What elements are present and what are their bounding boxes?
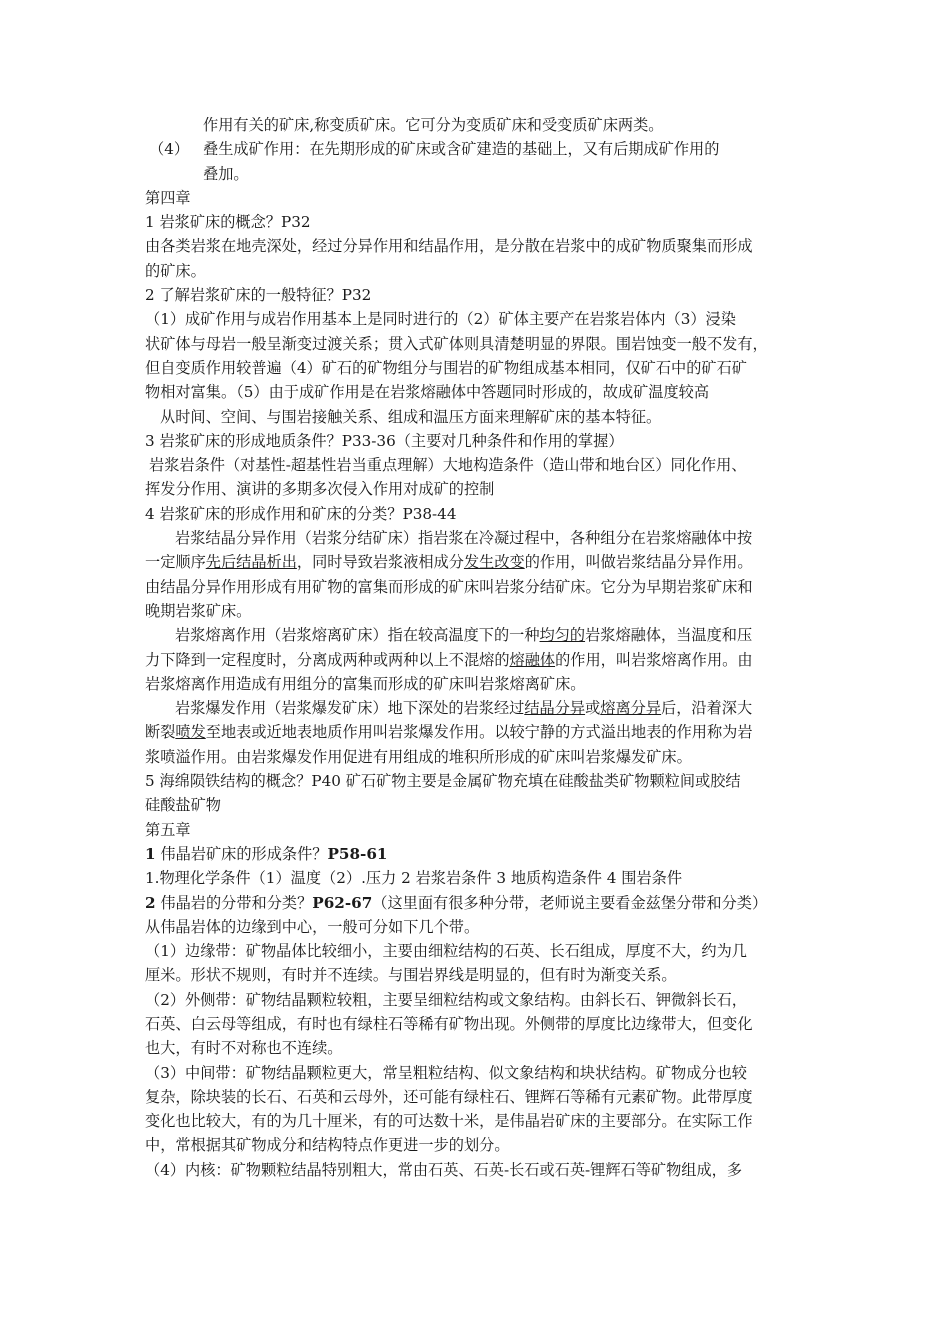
- text-line: 的矿床。: [145, 261, 206, 280]
- question-heading: 3 岩浆矿床的形成地质条件？P33-36（主要对几种条件和作用的掌握）: [145, 431, 624, 450]
- chapter-heading: 第五章: [145, 820, 191, 839]
- underlined-term: 喷发: [175, 723, 206, 742]
- text-line: 岩浆爆发作用（岩浆爆发矿床）地下深处的岩浆经过结晶分异或熔离分异后，沿着深大: [175, 699, 753, 718]
- text-line: 由各类岩浆在地壳深处，经过分异作用和结晶作用，是分散在岩浆中的成矿物质聚集而形成: [145, 237, 753, 256]
- text-line: 中，常根据其矿物成分和结构特点作更进一步的划分。: [145, 1136, 510, 1155]
- text-line: （4）内核：矿物颗粒结晶特别粗大，常由石英、石英-长石或石英-锂辉石等矿物组成，多: [145, 1160, 743, 1179]
- text-line: 从伟晶岩体的边缘到中心，一般可分如下几个带。: [145, 917, 480, 936]
- text-line: 1.物理化学条件（1）温度（2）.压力 2 岩浆岩条件 3 地质构造条件 4 围岩条件: [145, 869, 683, 888]
- text-line: 浆喷溢作用。由岩浆爆发作用促进有用组成的堆积所形成的矿床叫岩浆爆发矿床。: [145, 747, 692, 766]
- underlined-term: 熔融体: [509, 650, 556, 669]
- text-line: 叠生成矿作用：在先期形成的矿床或含矿建造的基础上，又有后期成矿作用的: [203, 140, 720, 159]
- underlined-term: 发生改变: [463, 553, 525, 572]
- text-line: 由结晶分异作用形成有用矿物的富集而形成的矿床叫岩浆分结矿床。它分为早期岩浆矿床和: [145, 577, 753, 596]
- text-line: 也大，有时不对称也不连续。: [145, 1039, 343, 1058]
- question-heading: 4 岩浆矿床的形成作用和矿床的分类？P38-44: [145, 504, 457, 523]
- question-heading: 1 伟晶岩矿床的形成条件？P58-61: [145, 844, 388, 863]
- text-line: 岩浆熔离作用造成有用组分的富集而形成的矿床叫岩浆熔离矿床。: [145, 674, 586, 693]
- underlined-term: 先后结晶析出: [205, 553, 297, 572]
- text-line: 复杂，除块装的长石、石英和云母外，还可能有绿柱石、锂辉石等稀有元素矿物。此带厚度: [145, 1087, 753, 1106]
- question-heading: 2 伟晶岩的分带和分类？P62-67（这里面有很多种分带，老师说主要看金兹堡分带和分类）: [145, 893, 768, 912]
- text-line: 力下降到一定程度时，分离成两种或两种以上不混熔的熔融体的作用，叫岩浆熔离作用。由: [145, 650, 753, 669]
- text-line: 厘米。形状不规则，有时并不连续。与围岩界线是明显的，但有时为渐变关系。: [145, 966, 677, 985]
- document-page: [145, 113, 810, 1182]
- list-item-4: [145, 137, 810, 161]
- text-line: 断裂喷发至地表或近地表地质作用叫岩浆爆发作用。以较宁静的方式溢出地表的作用称为岩: [145, 723, 753, 742]
- text-line: 挥发分作用、演讲的多期多次侵入作用对成矿的控制: [145, 480, 495, 499]
- text-line: 从时间、空间、与围岩接触关系、组成和温压方面来理解矿床的基本特征。: [160, 407, 662, 426]
- text-line: （2）外侧带：矿物结晶颗粒较粗，主要呈细粒结构或文象结构。由斜长石、钾微斜长石，: [145, 990, 747, 1009]
- text-line: （1）边缘带：矿物晶体比较细小，主要由细粒结构的石英、长石组成，厚度不大，约为几: [145, 942, 747, 961]
- text-line: 作用有关的矿床,称变质矿床。它可分为变质矿床和受变质矿床两类。: [203, 116, 664, 134]
- underlined-term: 熔离分异: [600, 699, 661, 718]
- text-line: 状矿体与母岩一般呈渐变过渡关系；贯入式矿体则具清楚明显的界限。围岩蚀变一般不发有，: [145, 334, 768, 353]
- text-line: 岩浆结晶分异作用（岩浆分结矿床）指岩浆在冷凝过程中，各种组分在岩浆熔融体中按: [175, 529, 753, 548]
- question-heading: 2 了解岩浆矿床的一般特征？P32: [145, 286, 372, 305]
- underlined-term: 结晶分异: [524, 699, 586, 718]
- text-line: 石英、白云母等组成，有时也有绿柱石等稀有矿物出现。外侧带的厚度比边缘带大，但变化: [145, 1014, 753, 1033]
- text-line: 硅酸盐矿物: [145, 796, 221, 815]
- chapter-heading: 第四章: [145, 188, 191, 207]
- text-line: （3）中间带：矿物结晶颗粒更大，常呈粗粒结构、似文象结构和块状结构。矿物成分也较: [145, 1063, 747, 1082]
- text-line: 岩浆熔离作用（岩浆熔离矿床）指在较高温度下的一种均匀的岩浆熔融体，当温度和压: [175, 626, 753, 645]
- text-line: 但自变质作用较普遍（4）矿石的矿物组分与围岩的矿物组成基本相同，仅矿石中的矿石矿: [145, 358, 747, 377]
- text-line: 岩浆岩条件（对基性-超基性岩当重点理解）大地构造条件（造山带和地台区）同化作用、: [149, 456, 747, 475]
- text-line: 叠加。: [203, 164, 249, 183]
- text-line: （1）成矿作用与成岩作用基本上是同时进行的（2）矿体主要产在岩浆岩体内（3）浸染: [145, 310, 736, 329]
- underlined-term: 均匀的: [539, 626, 586, 645]
- text-line: 物相对富集。（5）由于成矿作用是在岩浆熔融体中答题同时形成的，故成矿温度较高: [145, 383, 710, 402]
- text-line: 晚期岩浆矿床。: [145, 601, 252, 620]
- text-line: 变化也比较大，有的为几十厘米，有的可达数十米，是伟晶岩矿床的主要部分。在实际工作: [145, 1112, 753, 1131]
- text-line: 一定顺序先后结晶析出，同时导致岩浆液相成分发生改变的作用，叫做岩浆结晶分异作用。: [145, 553, 753, 572]
- question-heading: 5 海绵陨铁结构的概念？P40 矿石矿物主要是金属矿物充填在硅酸盐类矿物颗粒间或胶结: [145, 772, 741, 791]
- question-heading: 1 岩浆矿床的概念？P32: [145, 213, 311, 232]
- list-number: （4）: [149, 140, 190, 159]
